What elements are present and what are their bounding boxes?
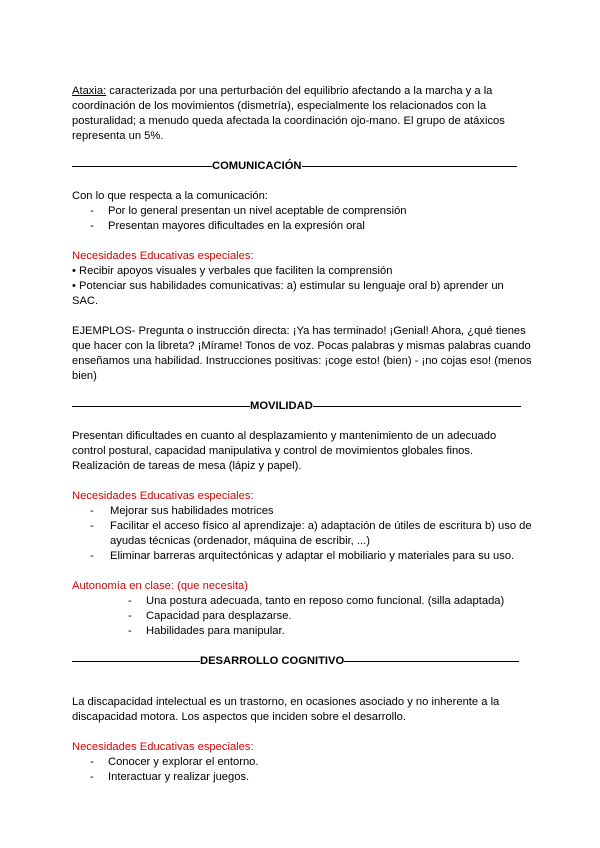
comunicacion-ejemplos: EJEMPLOS- Pregunta o instrucción directa: ¡Ya has terminado! ¡Genial! Ahora, ¿qué tienes que hacer con la libreta? ¡Mírame! Tonos de voz. Pocas palabras y mismas palabras cuando enseñamos una habilidad. Instrucciones positivas: ¡coge esto! (bien) - ¡no cojas eso! (menos bien) [72,325,532,382]
ataxia-paragraph [72,84,532,144]
section-heading-movilidad: MOVILIDAD [250,400,313,412]
comunicacion-nee-title: Necesidades Educativas especiales: [72,250,254,262]
list-item: - Habilidades para manipular. [128,625,285,637]
list-item: - Eliminar barreras arquitectónicas y adaptar el mobiliario y materiales para su uso. [90,550,515,562]
list-item: - Interactuar y realizar juegos. [90,771,250,783]
comunicacion-intro: Con lo que respecta a la comunicación: [72,190,268,202]
cognitivo-nee-list [72,755,532,785]
section-divider-comunicacion [72,159,532,174]
ataxia-text: caracterizada por una perturbación del equilibrio afectando a la marcha y a la coordinación de los movimientos (dismetría), especialmente los relacionados con la posturalidad; a menudo queda afectada la coordinación ojo-mano. El grupo de atáxicos representa un 5%. [72,85,505,142]
section-divider-movilidad [72,399,532,414]
comunicacion-list [72,204,532,234]
list-item: - Capacidad para desplazarse. [128,610,292,622]
list-item: - Facilitar el acceso físico al aprendizaje: a) adaptación de útiles de escritura b) uso de ayudas técnicas (ordenador, máquina de escribir, ...) [90,520,532,547]
autonomia-list [72,594,532,639]
ataxia-term: Ataxia: [72,85,107,97]
section-heading-cognitivo: DESARROLLO COGNITIVO [200,655,345,667]
autonomia-title: Autonomía en clase: (que necesita) [72,580,248,592]
list-item: - Presentan mayores dificultades en la expresión oral [90,220,365,232]
list-item: - Una postura adecuada, tanto en reposo como funcional. (silla adaptada) [128,595,505,607]
section-heading-comunicacion: COMUNICACIÓN [212,160,302,172]
list-item: - Conocer y explorar el entorno. [90,756,259,768]
comunicacion-nee-item: • Recibir apoyos visuales y verbales que faciliten la comprensión [72,265,393,277]
list-item: - Por lo general presentan un nivel aceptable de comprensión [90,205,407,217]
movilidad-nee-title: Necesidades Educativas especiales: [72,490,254,502]
list-item: - Mejorar sus habilidades motrices [90,505,274,517]
cognitivo-intro: La discapacidad intelectual es un trastorno, en ocasiones asociado y no inherente a la discapacidad motora. Los aspectos que inciden sobre el desarrollo. [72,696,500,723]
section-divider-cognitivo [72,654,532,669]
document-page [72,84,532,785]
movilidad-intro: Presentan dificultades en cuanto al desplazamiento y mantenimiento de un adecuado control postural, capacidad manipulativa y control de movimientos globales finos. Realización de tareas de mesa (lápiz y papel). [72,430,497,472]
comunicacion-nee-item: • Potenciar sus habilidades comunicativas: a) estimular su lenguaje oral b) aprender un SAC. [72,280,504,307]
movilidad-nee-list [72,504,532,564]
cognitivo-nee-title: Necesidades Educativas especiales: [72,741,254,753]
